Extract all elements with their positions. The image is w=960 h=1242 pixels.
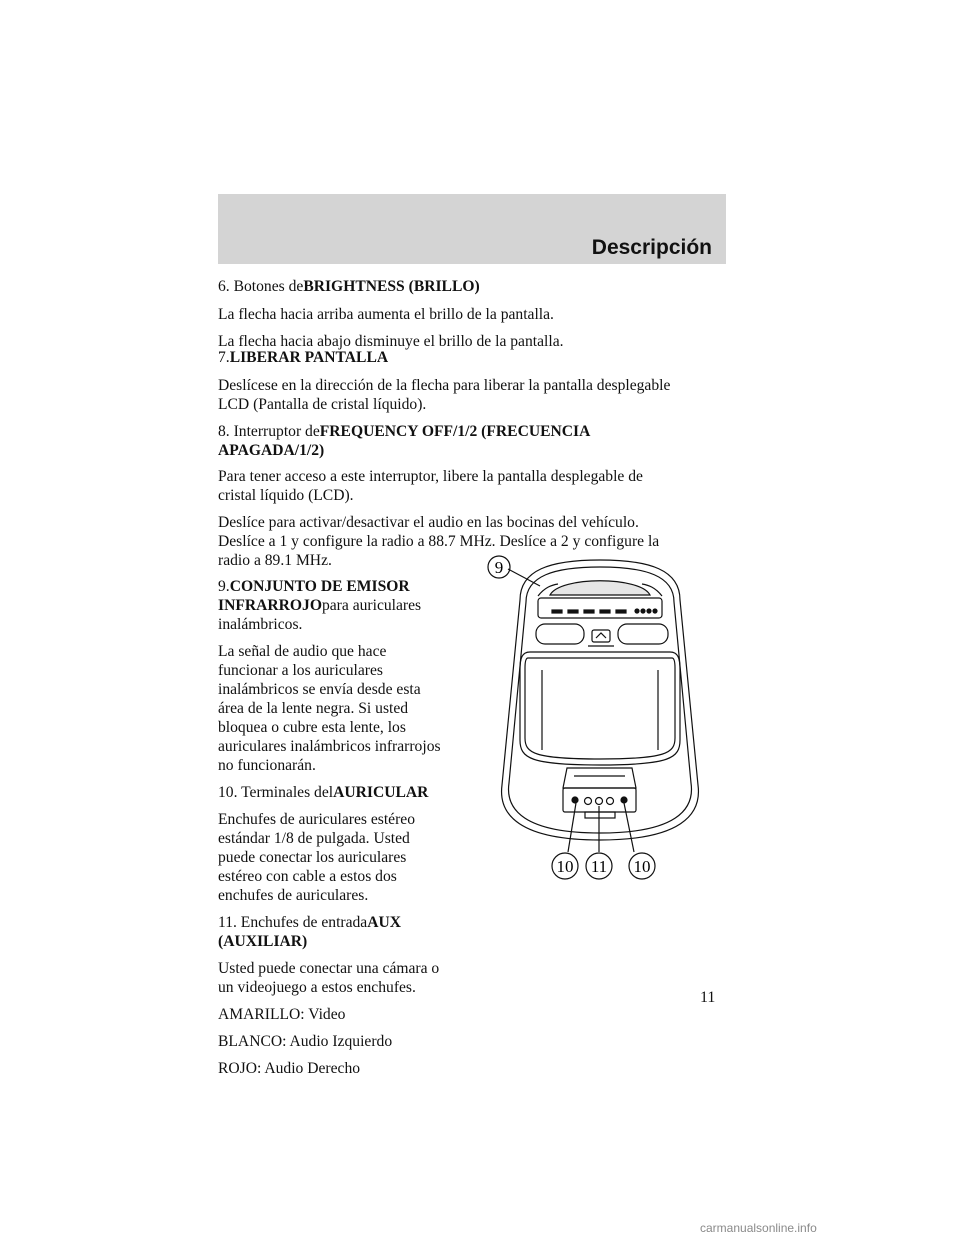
item-9-para-l7: no funcionarán. [218,757,316,774]
item-9-para-l5: bloquea o cubre esta lente, los [218,719,406,736]
item-6-para-1: La flecha hacia arriba aumenta el brillo de la pantalla. [218,306,554,323]
callout-10a: 10 [556,857,574,876]
section-title: Descripción [591,236,712,259]
item-11-bold-l1: AUX [367,914,402,931]
headphone-jack-right [621,797,627,803]
item-9-bold-l2: INFRARROJO [218,597,322,614]
item-8-prefix: 8. Interruptor de [218,423,320,440]
item-9-heading-l3: inalámbricos. [218,616,303,633]
jack-panel-flap [563,768,636,788]
item-11-heading-l1 [218,913,401,932]
item-9-para-l3: inalámbricos se envía desde esta [218,681,421,698]
item-6-heading [218,277,480,296]
item-10-heading [218,783,428,802]
item-10-para-l4: estéreo con cable a estos dos [218,868,397,885]
item-9-para-l1: La señal de audio que hace [218,643,387,660]
release-button [592,630,610,642]
item-6-para-2: La flecha hacia abajo disminuye el brillo de la pantalla. [218,333,564,350]
item-7-heading [218,348,388,367]
color-red-audio-right: ROJO: Audio Derecho [218,1060,361,1077]
map-light-left [536,624,584,644]
item-6-bold: BRIGHTNESS (BRILLO) [303,278,480,295]
item-11-prefix: 11. Enchufes de entrada [218,914,368,931]
item-9-bold-l1: CONJUNTO DE EMISOR [229,578,410,595]
item-8-para1-l1: Para tener acceso a este interruptor, libere la pantalla desplegable de [218,468,643,485]
watermark: carmanualsonline.info [700,1221,817,1235]
callout-9: 9 [494,558,504,577]
callout-10b: 10 [633,857,651,876]
ir-emitter-lens [550,581,650,595]
callout-11: 11 [590,857,608,876]
item-8-heading-l2: APAGADA/1/2) [218,442,325,459]
page-number: 11 [700,989,716,1006]
item-10-para-l5: enchufes de auriculares. [218,887,369,904]
console-housing-inner-outline [509,567,692,833]
item-9-tail: para auriculares [321,597,422,614]
aux-jack-audio-right [607,798,614,805]
item-10-prefix: 10. Terminales del [218,784,334,801]
item-6-prefix: 6. Botones de [218,278,304,295]
lcd-screen [520,652,680,765]
item-9-heading-l2 [218,596,421,615]
aux-jack-video [585,798,592,805]
item-7-bold: LIBERAR PANTALLA [229,349,389,366]
section-header-band [218,194,726,264]
item-8-para1-l2: cristal líquido (LCD). [218,487,354,504]
map-light-right [618,624,668,644]
item-10-para-l2: estándar 1/8 de pulgada. Usted [218,830,410,847]
aux-jack-audio-left [596,798,603,805]
item-8-para2-l2: Deslíce a 1 y configure la radio a 88.7 MHz. Deslíce a 2 y configure la [218,533,660,550]
item-8-heading-l1 [218,422,590,441]
item-11-heading-l2: (AUXILIAR) [218,933,308,950]
item-7-para-l1: Deslícese en la dirección de la flecha para liberar la pantalla desplegable [218,377,671,394]
item-9-para-l2: funcionar a los auriculares [218,662,383,679]
headphone-jack-left [572,797,578,803]
item-7-prefix: 7. [218,349,230,366]
item-9-heading-l1 [218,577,410,596]
callout-10a-leader [568,803,576,852]
item-10-bold: AURICULAR [333,784,429,801]
item-10-para-l1: Enchufes de auriculares estéreo [218,811,415,828]
item-9-para-l4: área de la lente negra. Si usted [218,700,409,717]
item-7-para-l2: LCD (Pantalla de cristal líquido). [218,396,427,413]
item-9-para-l6: auriculares inalámbricos infrarrojos [218,738,441,755]
item-8-para2-l1: Deslíce para activar/desactivar el audio en las bocinas del vehículo. [218,514,639,531]
color-yellow-video: AMARILLO: Video [218,1006,346,1023]
overhead-dvd-console-diagram [480,540,720,890]
item-10-para-l3: puede conectar los auriculares [218,849,407,866]
item-11-para-l1: Usted puede conectar una cámara o [218,960,440,977]
item-9-prefix: 9. [218,578,230,595]
color-white-audio-left: BLANCO: Audio Izquierdo [218,1033,393,1050]
item-11-para-l2: un videojuego a estos enchufes. [218,979,416,996]
callout-10b-leader [624,803,634,852]
item-8-bold-l1: FREQUENCY OFF/1/2 (FRECUENCIA [319,423,591,440]
item-8-para2-l3: radio a 89.1 MHz. [218,552,332,569]
control-strip [538,598,662,618]
